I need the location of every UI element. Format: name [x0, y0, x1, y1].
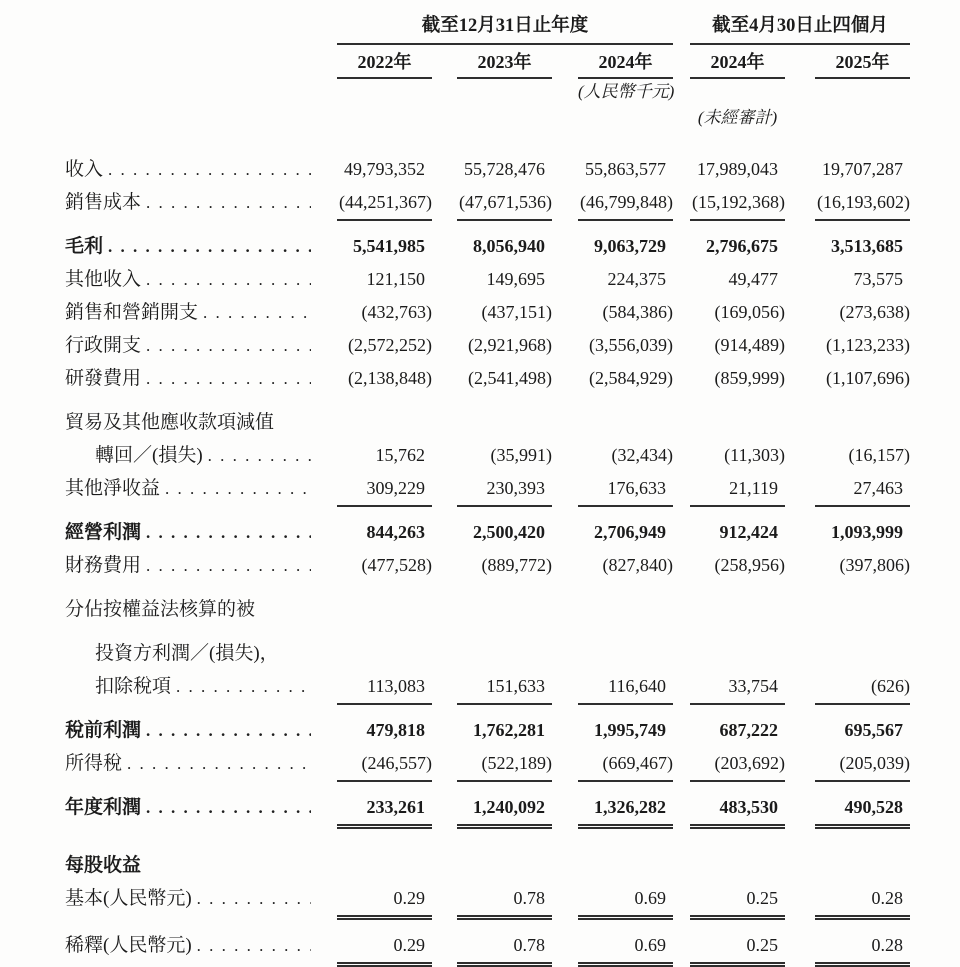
value-cell: [815, 838, 910, 871]
value-text: (258,956): [714, 555, 785, 575]
value-text: (522,189): [481, 753, 552, 773]
value-text: (15,192,368): [692, 192, 785, 212]
value-cell: [690, 516, 785, 549]
table-row: [65, 549, 910, 582]
value-cell: [690, 362, 785, 395]
dot-leader: [197, 929, 311, 962]
value-text: 309,229: [366, 478, 425, 498]
value-text: 0.28: [871, 888, 903, 908]
value-text: 0.78: [513, 888, 545, 908]
value-cell: [457, 516, 552, 549]
value-text: 0.25: [746, 935, 778, 955]
value-cell: [690, 929, 785, 967]
value-text: 1,995,749: [594, 720, 666, 740]
value-cell: [815, 296, 910, 329]
value-text: 151,633: [486, 676, 545, 696]
value-text: 0.28: [871, 935, 903, 955]
value-text: (32,434): [611, 445, 673, 465]
dot-leader: [146, 186, 311, 219]
value-cell: [457, 395, 552, 428]
value-cell: [457, 791, 552, 829]
value-text: 230,393: [486, 478, 545, 498]
value-text: 0.69: [634, 935, 666, 955]
value-cell: [337, 329, 432, 362]
value-cell: [690, 472, 785, 507]
value-cell: [690, 329, 785, 362]
value-cell: [815, 626, 910, 659]
row-label: 其他收入 . . .: [65, 263, 337, 296]
value-cell: [337, 263, 432, 296]
value-text: (2,572,252): [348, 335, 432, 355]
value-cell: [690, 747, 785, 782]
value-text: 3,513,685: [831, 236, 903, 256]
value-cell: [690, 230, 785, 263]
row-label: 收入 . . .: [65, 153, 337, 186]
value-cell: [578, 296, 673, 329]
value-text: (16,157): [848, 445, 910, 465]
table-row: [65, 670, 910, 705]
table-row: [65, 472, 910, 507]
value-text: (432,763): [361, 302, 432, 322]
row-label: 研發費用 . . .: [65, 362, 337, 395]
dot-leader: [146, 714, 311, 747]
value-cell: [578, 153, 673, 186]
value-text: 149,695: [486, 269, 545, 289]
value-cell: [578, 838, 673, 871]
value-text: (669,467): [602, 753, 673, 773]
value-cell: [457, 882, 552, 920]
value-cell: [690, 549, 785, 582]
value-cell: [578, 439, 673, 472]
value-cell: [457, 263, 552, 296]
value-text: (626): [871, 676, 910, 696]
unaudited-note: (未經審計): [697, 108, 778, 127]
value-cell: [337, 549, 432, 582]
value-cell: [815, 329, 910, 362]
value-text: 121,150: [366, 269, 425, 289]
dot-leader: [127, 747, 311, 780]
value-cell: [815, 439, 910, 472]
value-cell: [457, 153, 552, 186]
value-cell: [815, 395, 910, 428]
value-text: (1,107,696): [826, 368, 910, 388]
value-cell: [578, 263, 673, 296]
dot-leader: [176, 670, 311, 703]
value-cell: [337, 362, 432, 395]
value-text: 1,240,092: [473, 797, 545, 817]
value-text: (11,303): [724, 445, 785, 465]
value-cell: [815, 882, 910, 920]
row-label: 稀釋(人民幣元) . . .: [65, 929, 337, 962]
value-text: (397,806): [839, 555, 910, 575]
value-text: 21,119: [729, 478, 778, 498]
row-label: 投資方利潤／(損失)，: [95, 643, 279, 664]
value-cell: [337, 296, 432, 329]
value-cell: [815, 186, 910, 221]
value-cell: [690, 582, 785, 615]
value-text: 15,762: [375, 445, 425, 465]
row-label: 每股收益: [65, 855, 142, 876]
table-row: [65, 747, 910, 782]
value-cell: [578, 186, 673, 221]
unaudited-note-row: [65, 105, 910, 131]
value-cell: [337, 747, 432, 782]
value-cell: [690, 296, 785, 329]
value-text: 844,263: [366, 522, 425, 542]
row-label: 經營利潤 . . .: [65, 516, 337, 549]
value-cell: [337, 516, 432, 549]
dot-leader: [146, 263, 311, 296]
table-row: [65, 263, 910, 296]
value-cell: [690, 395, 785, 428]
row-label: 行政開支 . . .: [65, 329, 337, 362]
value-cell: [578, 329, 673, 362]
dot-leader: [108, 153, 311, 186]
value-cell: [815, 714, 910, 747]
value-cell: [690, 714, 785, 747]
value-text: 33,754: [728, 676, 778, 696]
value-cell: [578, 714, 673, 747]
value-cell: [578, 395, 673, 428]
dot-leader: [208, 439, 311, 472]
value-text: (246,557): [361, 753, 432, 773]
value-cell: [578, 230, 673, 263]
value-cell: [578, 882, 673, 920]
value-cell: [457, 582, 552, 615]
dot-leader: [197, 882, 311, 915]
value-text: 0.78: [513, 935, 545, 955]
table-row: [65, 516, 910, 549]
value-cell: [457, 329, 552, 362]
period-group-header-row: [65, 14, 910, 45]
row-label: 銷售成本 . . .: [65, 186, 337, 219]
row-label: 所得稅 . . .: [65, 747, 337, 780]
column-header-2023: 2023年: [457, 48, 552, 79]
value-text: (2,138,848): [348, 368, 432, 388]
value-cell: [457, 929, 552, 967]
value-text: 490,528: [844, 797, 903, 817]
value-text: (2,921,968): [468, 335, 552, 355]
value-text: 2,706,949: [594, 522, 666, 542]
table-row: [65, 230, 910, 263]
value-cell: [690, 263, 785, 296]
dot-leader: [165, 472, 311, 505]
value-text: 113,083: [367, 676, 425, 696]
value-cell: [578, 582, 673, 615]
value-cell: [690, 186, 785, 221]
dot-leader: [146, 329, 311, 362]
value-cell: [337, 230, 432, 263]
value-text: (3,556,039): [589, 335, 673, 355]
value-cell: [578, 516, 673, 549]
value-cell: [337, 439, 432, 472]
value-text: 0.69: [634, 888, 666, 908]
table-row: [65, 153, 910, 186]
value-text: (2,541,498): [468, 368, 552, 388]
row-label: 稅前利潤 . . .: [65, 714, 337, 747]
value-text: (46,799,848): [580, 192, 673, 212]
value-cell: [457, 714, 552, 747]
value-text: 912,424: [719, 522, 778, 542]
value-text: (44,251,367): [339, 192, 432, 212]
table-row: [65, 329, 910, 362]
value-text: 17,989,043: [697, 159, 778, 179]
table-row: [65, 791, 910, 829]
row-label: 貿易及其他應收款項減值: [65, 412, 275, 433]
row-label: 轉回／(損失) . . .: [65, 439, 337, 472]
value-cell: [457, 670, 552, 705]
value-text: (2,584,929): [589, 368, 673, 388]
value-cell: [815, 747, 910, 782]
value-text: 116,640: [608, 676, 666, 696]
value-cell: [457, 549, 552, 582]
value-cell: [690, 838, 785, 871]
value-text: 695,567: [844, 720, 903, 740]
value-cell: [337, 714, 432, 747]
value-text: 73,575: [853, 269, 903, 289]
value-cell: [815, 263, 910, 296]
value-text: (827,840): [602, 555, 673, 575]
value-text: 1,093,999: [831, 522, 903, 542]
value-cell: [337, 153, 432, 186]
value-cell: [690, 670, 785, 705]
value-cell: [457, 626, 552, 659]
value-text: (889,772): [481, 555, 552, 575]
value-cell: [457, 296, 552, 329]
value-text: 479,818: [366, 720, 425, 740]
table-row: [65, 439, 910, 472]
row-label: 扣除稅項 . . .: [65, 670, 337, 703]
table-row: [65, 929, 910, 967]
value-text: 0.25: [746, 888, 778, 908]
column-header-2024-4m: 2024年: [690, 48, 785, 79]
value-text: 224,375: [607, 269, 666, 289]
row-label: 銷售和營銷開支 . . .: [65, 296, 337, 329]
table-body: [65, 153, 910, 967]
dot-leader: [108, 230, 311, 263]
value-text: (47,671,536): [459, 192, 552, 212]
table-row: [65, 838, 910, 882]
value-text: (584,386): [602, 302, 673, 322]
row-label: 基本(人民幣元) . . .: [65, 882, 337, 915]
value-cell: [578, 626, 673, 659]
value-cell: [337, 929, 432, 967]
value-text: 19,707,287: [822, 159, 903, 179]
value-text: 1,326,282: [594, 797, 666, 817]
value-cell: [578, 362, 673, 395]
table-row: [65, 186, 910, 221]
value-cell: [690, 439, 785, 472]
value-cell: [815, 362, 910, 395]
group-header-annual: 截至12月31日止年度: [337, 14, 673, 45]
value-text: 49,477: [728, 269, 778, 289]
value-cell: [337, 791, 432, 829]
value-cell: [337, 626, 432, 659]
unit-note-row: [65, 79, 910, 105]
row-label: 毛利 . . .: [65, 230, 337, 263]
value-cell: [815, 230, 910, 263]
value-cell: [815, 153, 910, 186]
value-text: 1,762,281: [473, 720, 545, 740]
table-row: [65, 882, 910, 920]
dot-leader: [146, 516, 311, 549]
value-cell: [815, 516, 910, 549]
value-cell: [815, 929, 910, 967]
value-text: (205,039): [839, 753, 910, 773]
value-text: (16,193,602): [817, 192, 910, 212]
value-cell: [457, 747, 552, 782]
value-cell: [690, 626, 785, 659]
value-text: 2,796,675: [706, 236, 778, 256]
dot-leader: [203, 296, 311, 329]
column-header-2022: 2022年: [337, 48, 432, 79]
value-text: 55,728,476: [464, 159, 545, 179]
value-cell: [457, 439, 552, 472]
table-row: [65, 714, 910, 747]
value-text: 8,056,940: [473, 236, 545, 256]
unit-note: (人民幣千元): [578, 82, 675, 101]
value-text: (273,638): [839, 302, 910, 322]
value-cell: [337, 395, 432, 428]
value-text: (203,692): [714, 753, 785, 773]
value-cell: [815, 582, 910, 615]
value-cell: [690, 882, 785, 920]
table-row: [65, 582, 910, 626]
year-header-row: [65, 48, 910, 79]
dot-leader: [146, 362, 311, 395]
value-cell: [578, 670, 673, 705]
value-cell: [337, 472, 432, 507]
value-cell: [690, 791, 785, 829]
value-text: 27,463: [853, 478, 903, 498]
dot-leader: [146, 549, 311, 582]
value-cell: [457, 362, 552, 395]
value-cell: [815, 472, 910, 507]
value-cell: [578, 791, 673, 829]
value-cell: [457, 472, 552, 507]
row-label: 財務費用 . . .: [65, 549, 337, 582]
row-label: 年度利潤 . . .: [65, 791, 337, 824]
value-text: 0.29: [393, 935, 425, 955]
value-cell: [578, 549, 673, 582]
value-text: (1,123,233): [826, 335, 910, 355]
value-cell: [337, 838, 432, 871]
value-cell: [815, 791, 910, 829]
value-cell: [815, 670, 910, 705]
value-cell: [815, 549, 910, 582]
dot-leader: [146, 791, 311, 824]
value-cell: [337, 582, 432, 615]
value-text: (859,999): [714, 368, 785, 388]
value-cell: [457, 186, 552, 221]
column-header-2024: 2024年: [578, 48, 673, 79]
value-cell: [337, 882, 432, 920]
value-text: 176,633: [607, 478, 666, 498]
column-header-2025-4m: 2025年: [815, 48, 910, 79]
table-row: [65, 395, 910, 439]
value-cell: [690, 153, 785, 186]
value-text: 2,500,420: [473, 522, 545, 542]
value-cell: [578, 472, 673, 507]
value-text: (914,489): [714, 335, 785, 355]
value-text: 0.29: [393, 888, 425, 908]
value-cell: [337, 670, 432, 705]
value-cell: [337, 186, 432, 221]
value-text: 233,261: [366, 797, 425, 817]
value-text: (477,528): [361, 555, 432, 575]
value-cell: [578, 747, 673, 782]
value-text: 9,063,729: [594, 236, 666, 256]
value-text: 49,793,352: [344, 159, 425, 179]
row-label: 分佔按權益法核算的被: [65, 599, 256, 620]
table-row: [65, 362, 910, 395]
value-cell: [457, 838, 552, 871]
value-text: 483,530: [719, 797, 778, 817]
value-cell: [457, 230, 552, 263]
value-text: (437,151): [481, 302, 552, 322]
value-text: (35,991): [490, 445, 552, 465]
value-text: 55,863,577: [585, 159, 666, 179]
value-text: (169,056): [714, 302, 785, 322]
value-text: 5,541,985: [353, 236, 425, 256]
value-text: 687,222: [719, 720, 778, 740]
table-row: [65, 626, 910, 670]
table-row: [65, 296, 910, 329]
row-label: 其他淨收益 . . .: [65, 472, 337, 505]
group-header-four-months: 截至4月30日止四個月: [690, 14, 910, 45]
value-cell: [578, 929, 673, 967]
